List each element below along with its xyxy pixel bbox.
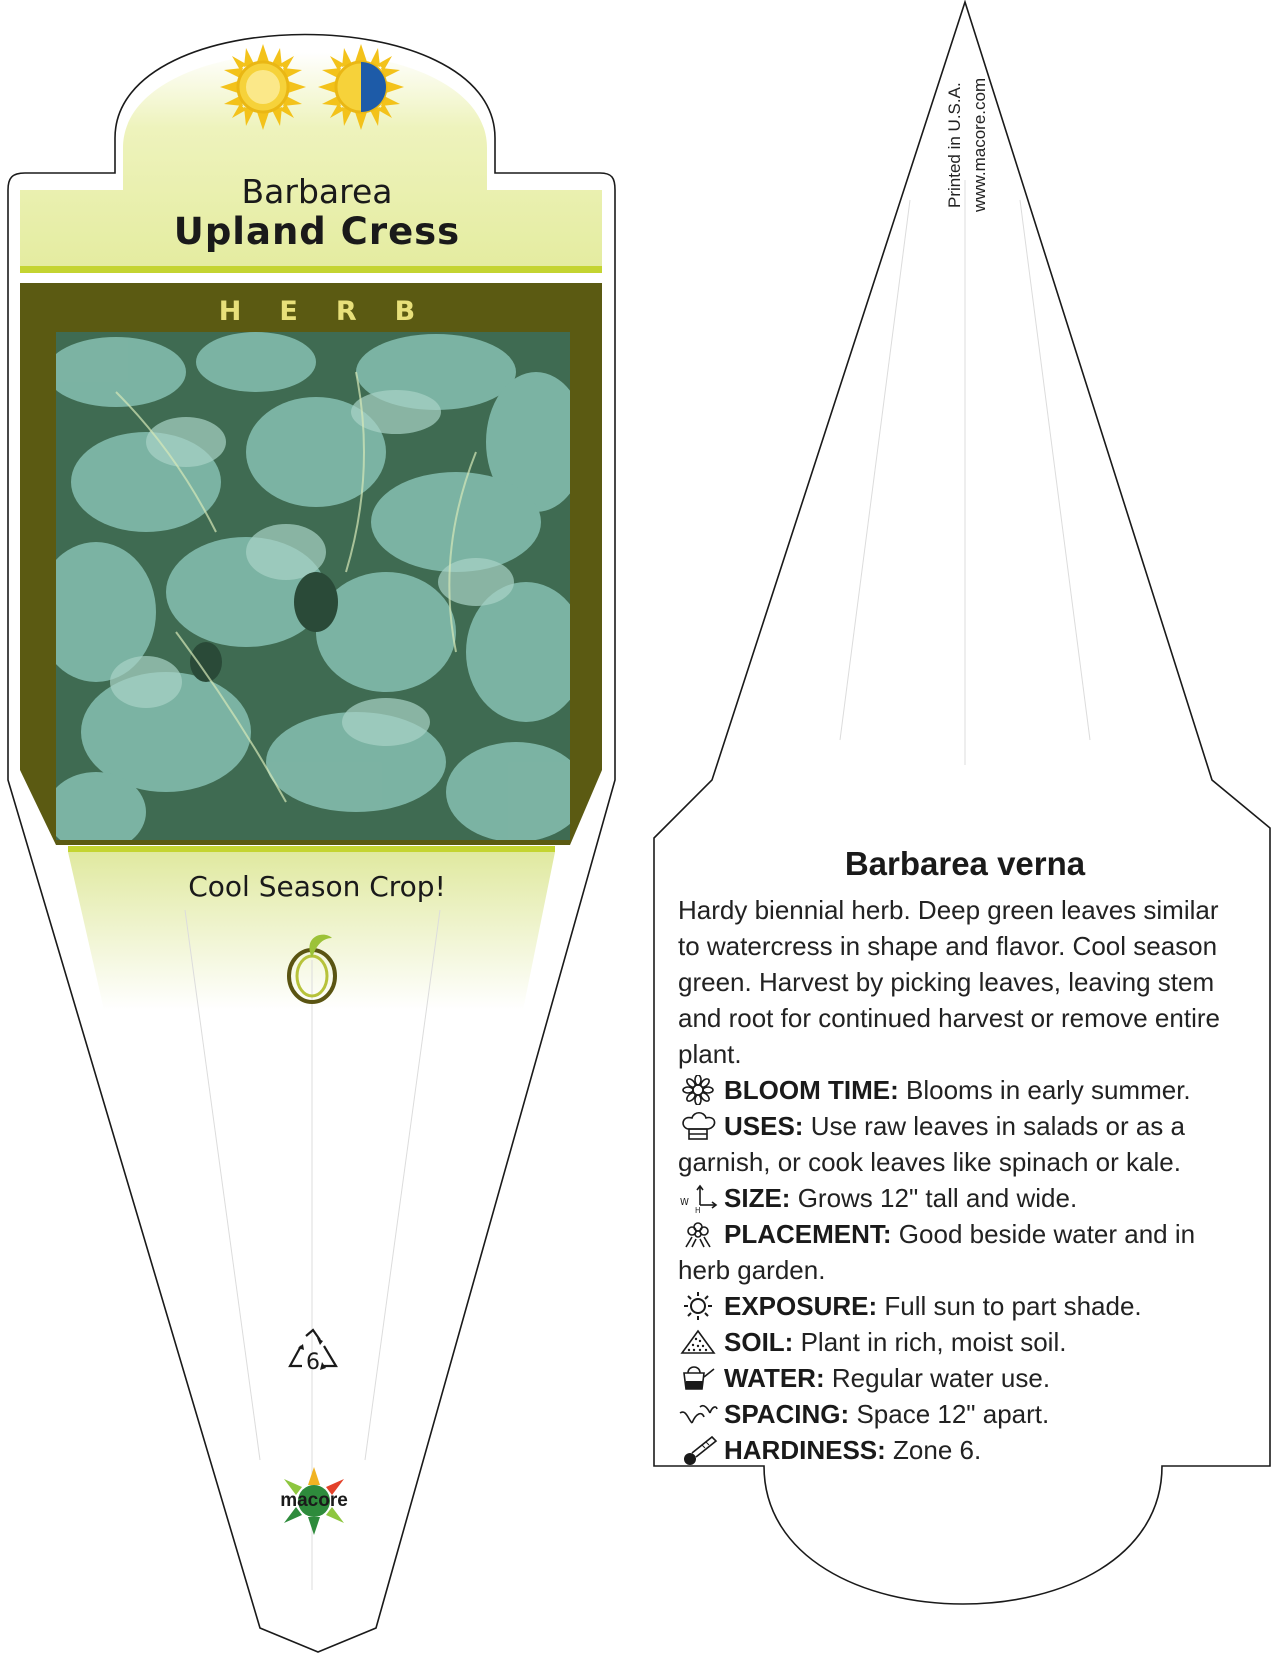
svg-text:H: H — [695, 1206, 701, 1213]
watering-can-icon — [678, 1363, 718, 1393]
variety-name: Upland Cress — [173, 210, 461, 253]
attr-value: Blooms in early summer. — [906, 1075, 1191, 1105]
thermometer-icon — [678, 1435, 718, 1465]
full-sun-icon — [218, 42, 308, 132]
size-icon — [678, 1183, 718, 1213]
attr-value: Grows 12" tall and wide. — [797, 1183, 1078, 1213]
attr-value: Space 12" apart. — [856, 1399, 1050, 1429]
attr-bloom-time — [678, 1072, 1238, 1108]
attr-value: Plant in rich, moist soil. — [800, 1327, 1067, 1357]
attr-label: SOIL: — [724, 1327, 794, 1357]
attr-label: SIZE: — [724, 1183, 791, 1213]
spacing-icon — [678, 1399, 718, 1429]
attr-label: USES: — [724, 1111, 804, 1141]
attr-value: Good beside water and in herb garden. — [678, 1219, 1196, 1285]
plant-photo — [56, 332, 570, 840]
attr-size — [678, 1180, 1238, 1216]
attr-label: EXPOSURE: — [724, 1291, 878, 1321]
attr-hardiness — [678, 1432, 1238, 1468]
brand-name: macore — [280, 1490, 348, 1511]
category-label: HERB — [218, 296, 454, 327]
attr-value: Regular water use. — [831, 1363, 1051, 1393]
attr-label: BLOOM TIME: — [724, 1075, 899, 1105]
plant-description: Hardy biennial herb. Deep green leaves similar to watercress in shape and flavor. Cool season green. Harvest by picking leaves, leaving stem and root for continued harvest or remove entire plant. — [678, 895, 1220, 1069]
attr-uses — [678, 1108, 1238, 1180]
flower-icon — [678, 1075, 718, 1105]
attr-exposure — [678, 1288, 1238, 1324]
tagline: Cool Season Crop! — [188, 870, 446, 903]
attr-value: Zone 6. — [893, 1435, 982, 1465]
common-name: Barbarea — [241, 172, 393, 211]
attr-value: Use raw leaves in salads or as a garnish, or cook leaves like spinach or kale. — [678, 1111, 1185, 1177]
printed-in-text: Printed in U.S.A. — [945, 82, 964, 208]
attr-placement — [678, 1216, 1238, 1288]
sun-icon — [678, 1291, 718, 1321]
attr-soil — [678, 1324, 1238, 1360]
seed-sprout-icon — [284, 930, 340, 1004]
website-text: www.macore.com — [970, 77, 989, 212]
attr-label: HARDINESS: — [724, 1435, 886, 1465]
botanical-name: Barbarea verna — [844, 845, 1086, 882]
soil-icon — [678, 1327, 718, 1357]
chef-hat-icon — [678, 1111, 718, 1141]
svg-text:W: W — [680, 1197, 689, 1208]
care-info — [678, 892, 1238, 1468]
attr-water — [678, 1360, 1238, 1396]
recycle-code: 6 — [306, 1350, 320, 1375]
attr-spacing — [678, 1396, 1238, 1432]
garden-icon — [678, 1219, 718, 1249]
attr-label: WATER: — [724, 1363, 825, 1393]
part-shade-icon — [316, 42, 406, 132]
attr-label: PLACEMENT: — [724, 1219, 892, 1249]
attr-label: SPACING: — [724, 1399, 850, 1429]
attr-value: Full sun to part shade. — [884, 1291, 1142, 1321]
